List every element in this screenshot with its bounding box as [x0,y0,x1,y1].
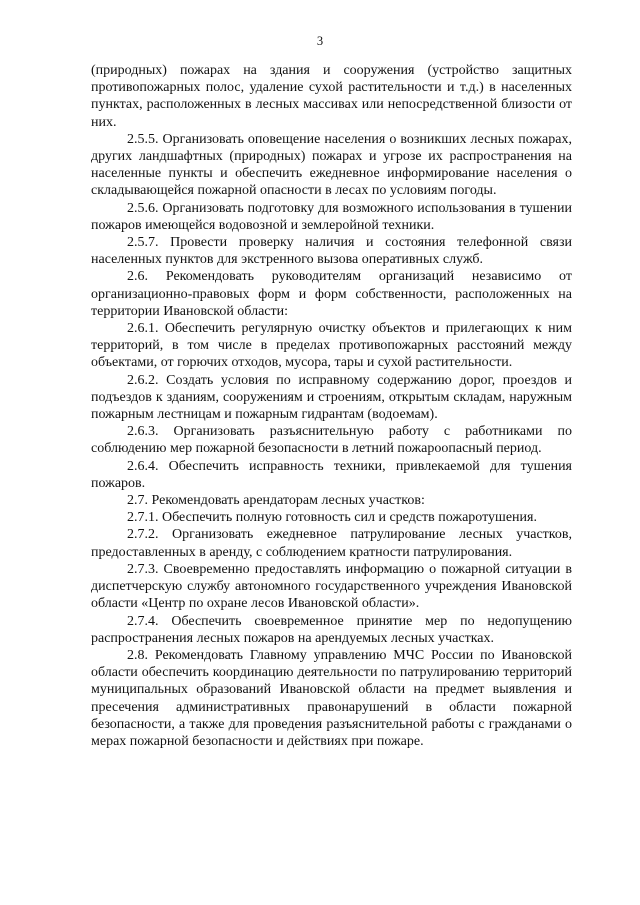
paragraph-2-6-1: 2.6.1. Обеспечить регулярную очистку объектов и прилегающих к ним территорий, в том числе в пределах противопожарных расстояний между объектами, от горючих отходов, мусора, тары и сухой растительности. [91,321,572,371]
paragraph-2-8: 2.8. Рекомендовать Главному управлению МЧС России по Ивановской области обеспечить координацию деятельности по патрулированию территорий муниципальных образований Ивановской области на предмет выявления и пресечения административных правонарушений в области пожарной безопасности, а также для проведения разъяснительной работы с гражданами о мерах пожарной безопасности и действиях при пожаре. [91,647,572,749]
paragraph-2-6-2: 2.6.2. Создать условия по исправному содержанию дорог, проездов и подъездов к зданиям, сооружениям и строениям, открытым складам, наружным пожарным лестницам и пожарным гидрантам (водоемам). [91,372,572,423]
paragraph-2-7-3: 2.7.3. Своевременно предоставлять информацию о пожарной ситуации в диспетчерскую службу автономного государственного учреждения Ивановской области «Центр по охране лесов Ивановской области». [91,561,572,612]
paragraph-2-5-6: 2.5.6. Организовать подготовку для возможного использования в тушении пожаров имеющейся водовозной и землеройной техники. [91,200,572,233]
paragraph-continuation: (природных) пожарах на здания и сооружения (устройство защитных противопожарных полос, удаление сухой растительности и т.д.) в населенных пунктах, расположенных в лесных массивах или непосредственной близости от них. [91,63,572,130]
paragraph-2-7-1: 2.7.1. Обеспечить полную готовность сил и средств пожаротушения. [127,510,537,526]
paragraph-2-5-7: 2.5.7. Провести проверку наличия и состояния телефонной связи населенных пунктов для экстренного вызова оперативных служб. [91,235,572,268]
paragraph-2-6: 2.6. Рекомендовать руководителям организаций независимо от организационно-правовых форм и форм собственности, расположенных на территории Ивановской области: [91,269,572,319]
page-number: 3 [316,34,324,48]
document-body [91,62,572,750]
paragraph-2-7-4: 2.7.4. Обеспечить своевременное принятие мер по недопущению распространения лесных пожаров на арендуемых лесных участках. [91,613,572,646]
paragraph-2-5-5: 2.5.5. Организовать оповещение населения о возникших лесных пожарах, других ландшафтных (природных) пожарах и угрозе их распространения на населенные пункты и обеспечить ежедневное информирование населения о складывающейся пожарной опасности в лесах по условиям погоды. [91,131,572,199]
paragraph-2-6-4: 2.6.4. Обеспечить исправность техники, привлекаемой для тушения пожаров. [91,458,572,491]
paragraph-2-7: 2.7. Рекомендовать арендаторам лесных участков: [127,493,425,509]
paragraph-2-7-2: 2.7.2. Организовать ежедневное патрулирование лесных участков, предоставленных в аренду, с соблюдением кратности патрулирования. [91,527,572,560]
paragraph-2-6-3: 2.6.3. Организовать разъяснительную работу с работниками по соблюдению мер пожарной безопасности в летний пожароопасный период. [91,424,572,457]
